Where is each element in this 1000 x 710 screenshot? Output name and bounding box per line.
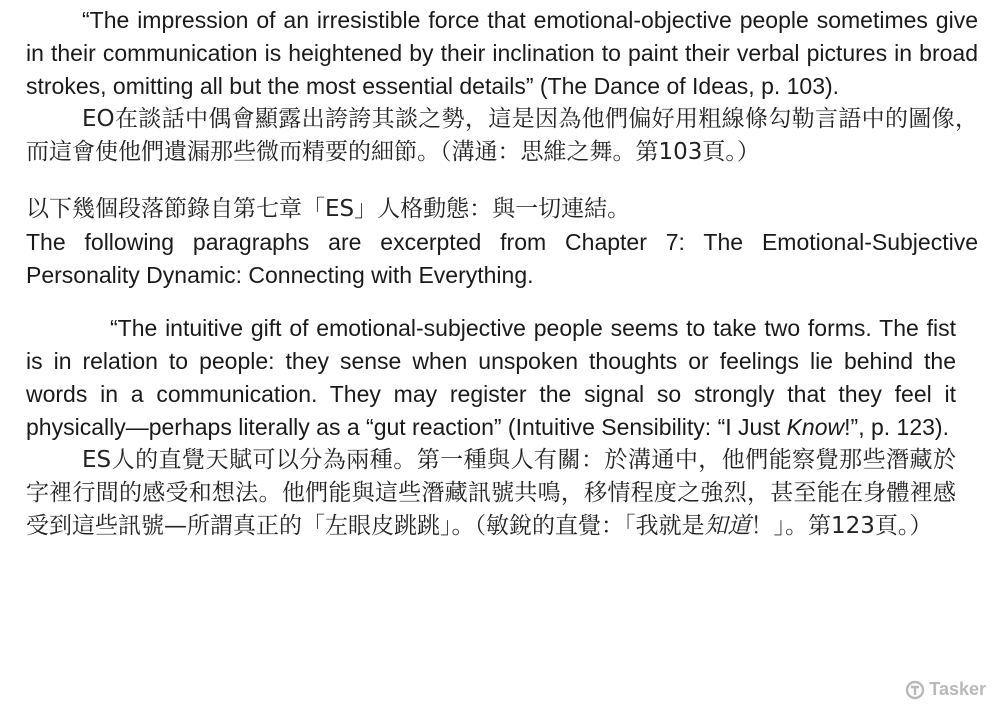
quote1-english: “The impression of an irresistible force that emotional-objective people sometimes give in their communication is heightened by their inclination to paint their verbal pictures in broad strokes, omitting all but the most essential details” (The Dance of Ideas, p. 103). [26, 7, 978, 99]
intro-chinese: 以下幾個段落節錄自第七章「ES」人格動態：與一切連結。 [26, 196, 631, 222]
spacer [26, 169, 978, 193]
intro-english: The following paragraphs are excerpted from Chapter 7: The Emotional-Subjective Personality Dynamic: Connecting with Everything. [26, 229, 978, 288]
quote2-chinese [26, 444, 956, 543]
quote2-chinese-emphasis: 知道 [704, 513, 751, 539]
quote2-chinese-citation: ！」。第123頁。） [750, 513, 933, 539]
document-body [26, 4, 978, 543]
quote2-english-citation: !”, p. 123). [844, 414, 949, 440]
quote2-english-text: “The intuitive gift of emotional-subjective people seems to take two forms. The fist is in relation to people: they sense when unspoken thoughts or feelings lie behind the words in a communication. They may register the signal so strongly that they feel it physically—perhaps literally as a “gut reaction” (Intuitive Sensibility: “I Just [26, 315, 956, 440]
quote2-chinese-text: ES人的直覺天賦可以分為兩種。第一種與人有關：於溝通中，他們能察覺那些潛藏於字裡行間的感受和想法。他們能與這些潛藏訊號共鳴，移情程度之強烈，甚至能在身體裡感受到這些訊號—所謂真正的「左眼皮跳跳」。（敏銳的直覺：「我就是 [26, 447, 956, 539]
tasker-watermark [905, 679, 986, 700]
quote1-chinese: EO在談話中偶會顯露出誇誇其談之勢，這是因為他們偏好用粗線條勾勒言語中的圖像，而這會使他們遺漏那些微而精要的細節。（溝通：思維之舞。第103頁。） [26, 106, 978, 165]
watermark-text: Tasker [929, 679, 986, 699]
quote2-english-emphasis: Know [786, 414, 845, 440]
spacer [26, 292, 978, 312]
tasker-logo-icon [905, 680, 925, 700]
quote2-english [26, 312, 956, 444]
